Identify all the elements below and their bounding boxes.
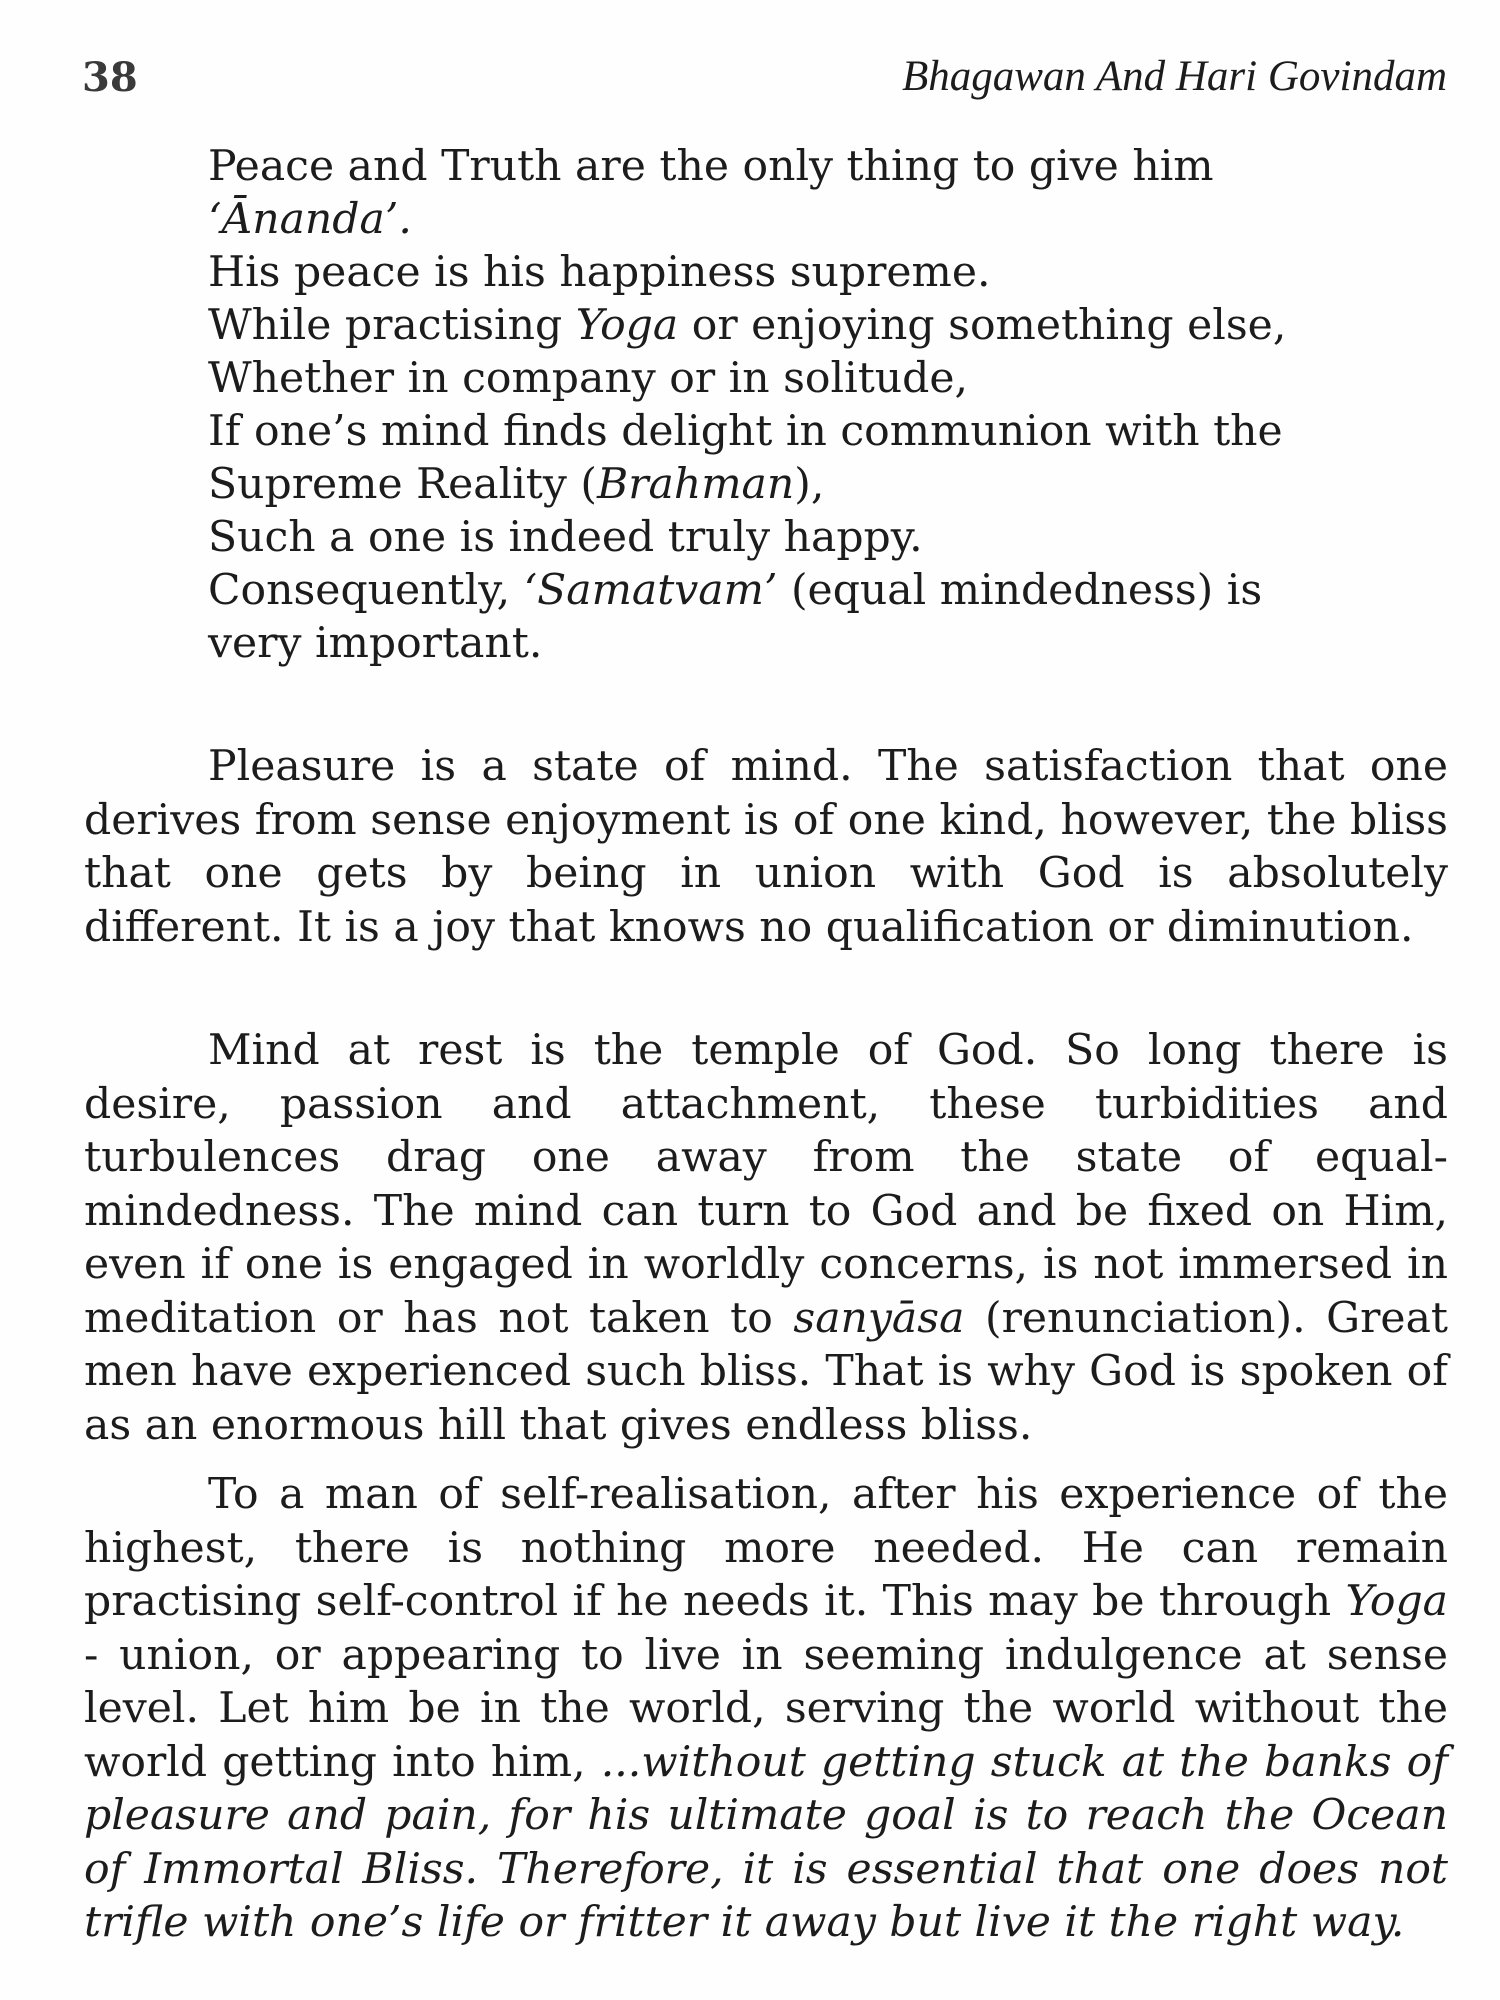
paragraph-text <box>84 1024 1448 1452</box>
verse-line: ‘Ānanda’. <box>208 195 412 244</box>
sanskrit-term: Brahman <box>596 460 795 509</box>
verse-line: Consequently, ‘Samatvam’ (equal mindedness) is <box>208 566 1263 615</box>
verse-line: Peace and Truth are the only thing to give him <box>208 142 1214 191</box>
verse-block <box>208 140 1448 670</box>
verse-line: Supreme Reality (Brahman), <box>208 460 825 509</box>
paragraph-pleasure <box>84 740 1448 954</box>
sanskrit-term: sanyāsa <box>793 1293 965 1343</box>
paragraph-text-part: (renunciation). Great men have experienced such bliss. That is why God is spoken of as an enormous hill that gives endless bliss. <box>84 1293 1448 1450</box>
italic-quotation: ...without getting stuck at the banks of pleasure and pain, for his ultimate goal is to reach the Ocean of Immortal Bliss. Therefore, it is essential that one does not trifle with one’s life or fritter it away but live it the right way. <box>84 1737 1448 1947</box>
paragraph-text <box>84 1468 1448 1950</box>
verse-line: His peace is his happiness supreme. <box>208 248 991 297</box>
paragraph-self-realisation <box>84 1468 1448 1950</box>
paragraph-text-part: - union, or appearing to live in seeming indulgence at sense level. Let him be in the world, serving the world without the world getting into him, <box>84 1630 1448 1787</box>
running-head <box>82 50 1447 110</box>
paragraph-text: Pleasure is a state of mind. The satisfaction that one derives from sense enjoyment is of one kind, however, the bliss that one gets by being in union with God is absolutely different. It is a joy that knows no qualification or diminution. <box>84 742 1448 952</box>
verse-line: Whether in company or in solitude, <box>208 354 969 403</box>
sanskrit-term: Yoga <box>575 301 679 350</box>
verse-line: If one’s mind finds delight in communion with the <box>208 407 1283 456</box>
paragraph-mind-at-rest <box>84 1024 1448 1452</box>
paragraph-text-part: Mind at rest is the temple of God. So long there is desire, passion and attachment, these turbidities and turbulences drag one away from the state of equal-mindedness. The mind can turn to God and be fixed on Him, even if one is engaged in worldly concerns, is not immersed in meditation or has not taken to <box>84 1026 1448 1343</box>
verse-line: Such a one is indeed truly happy. <box>208 513 923 562</box>
page-number: 38 <box>82 54 138 101</box>
verse-line: very important. <box>208 619 543 668</box>
running-title: Bhagawan And Hari Govindam <box>901 53 1447 100</box>
sanskrit-term: ‘Samatvam’ <box>523 566 778 615</box>
paragraph-text-part: To a man of self-realisation, after his experience of the highest, there is nothing more needed. He can remain practising self-control if he needs it. This may be through <box>84 1470 1448 1626</box>
verse-line: While practising Yoga or enjoying something else, <box>208 301 1287 350</box>
sanskrit-term: Yoga <box>1345 1577 1448 1626</box>
